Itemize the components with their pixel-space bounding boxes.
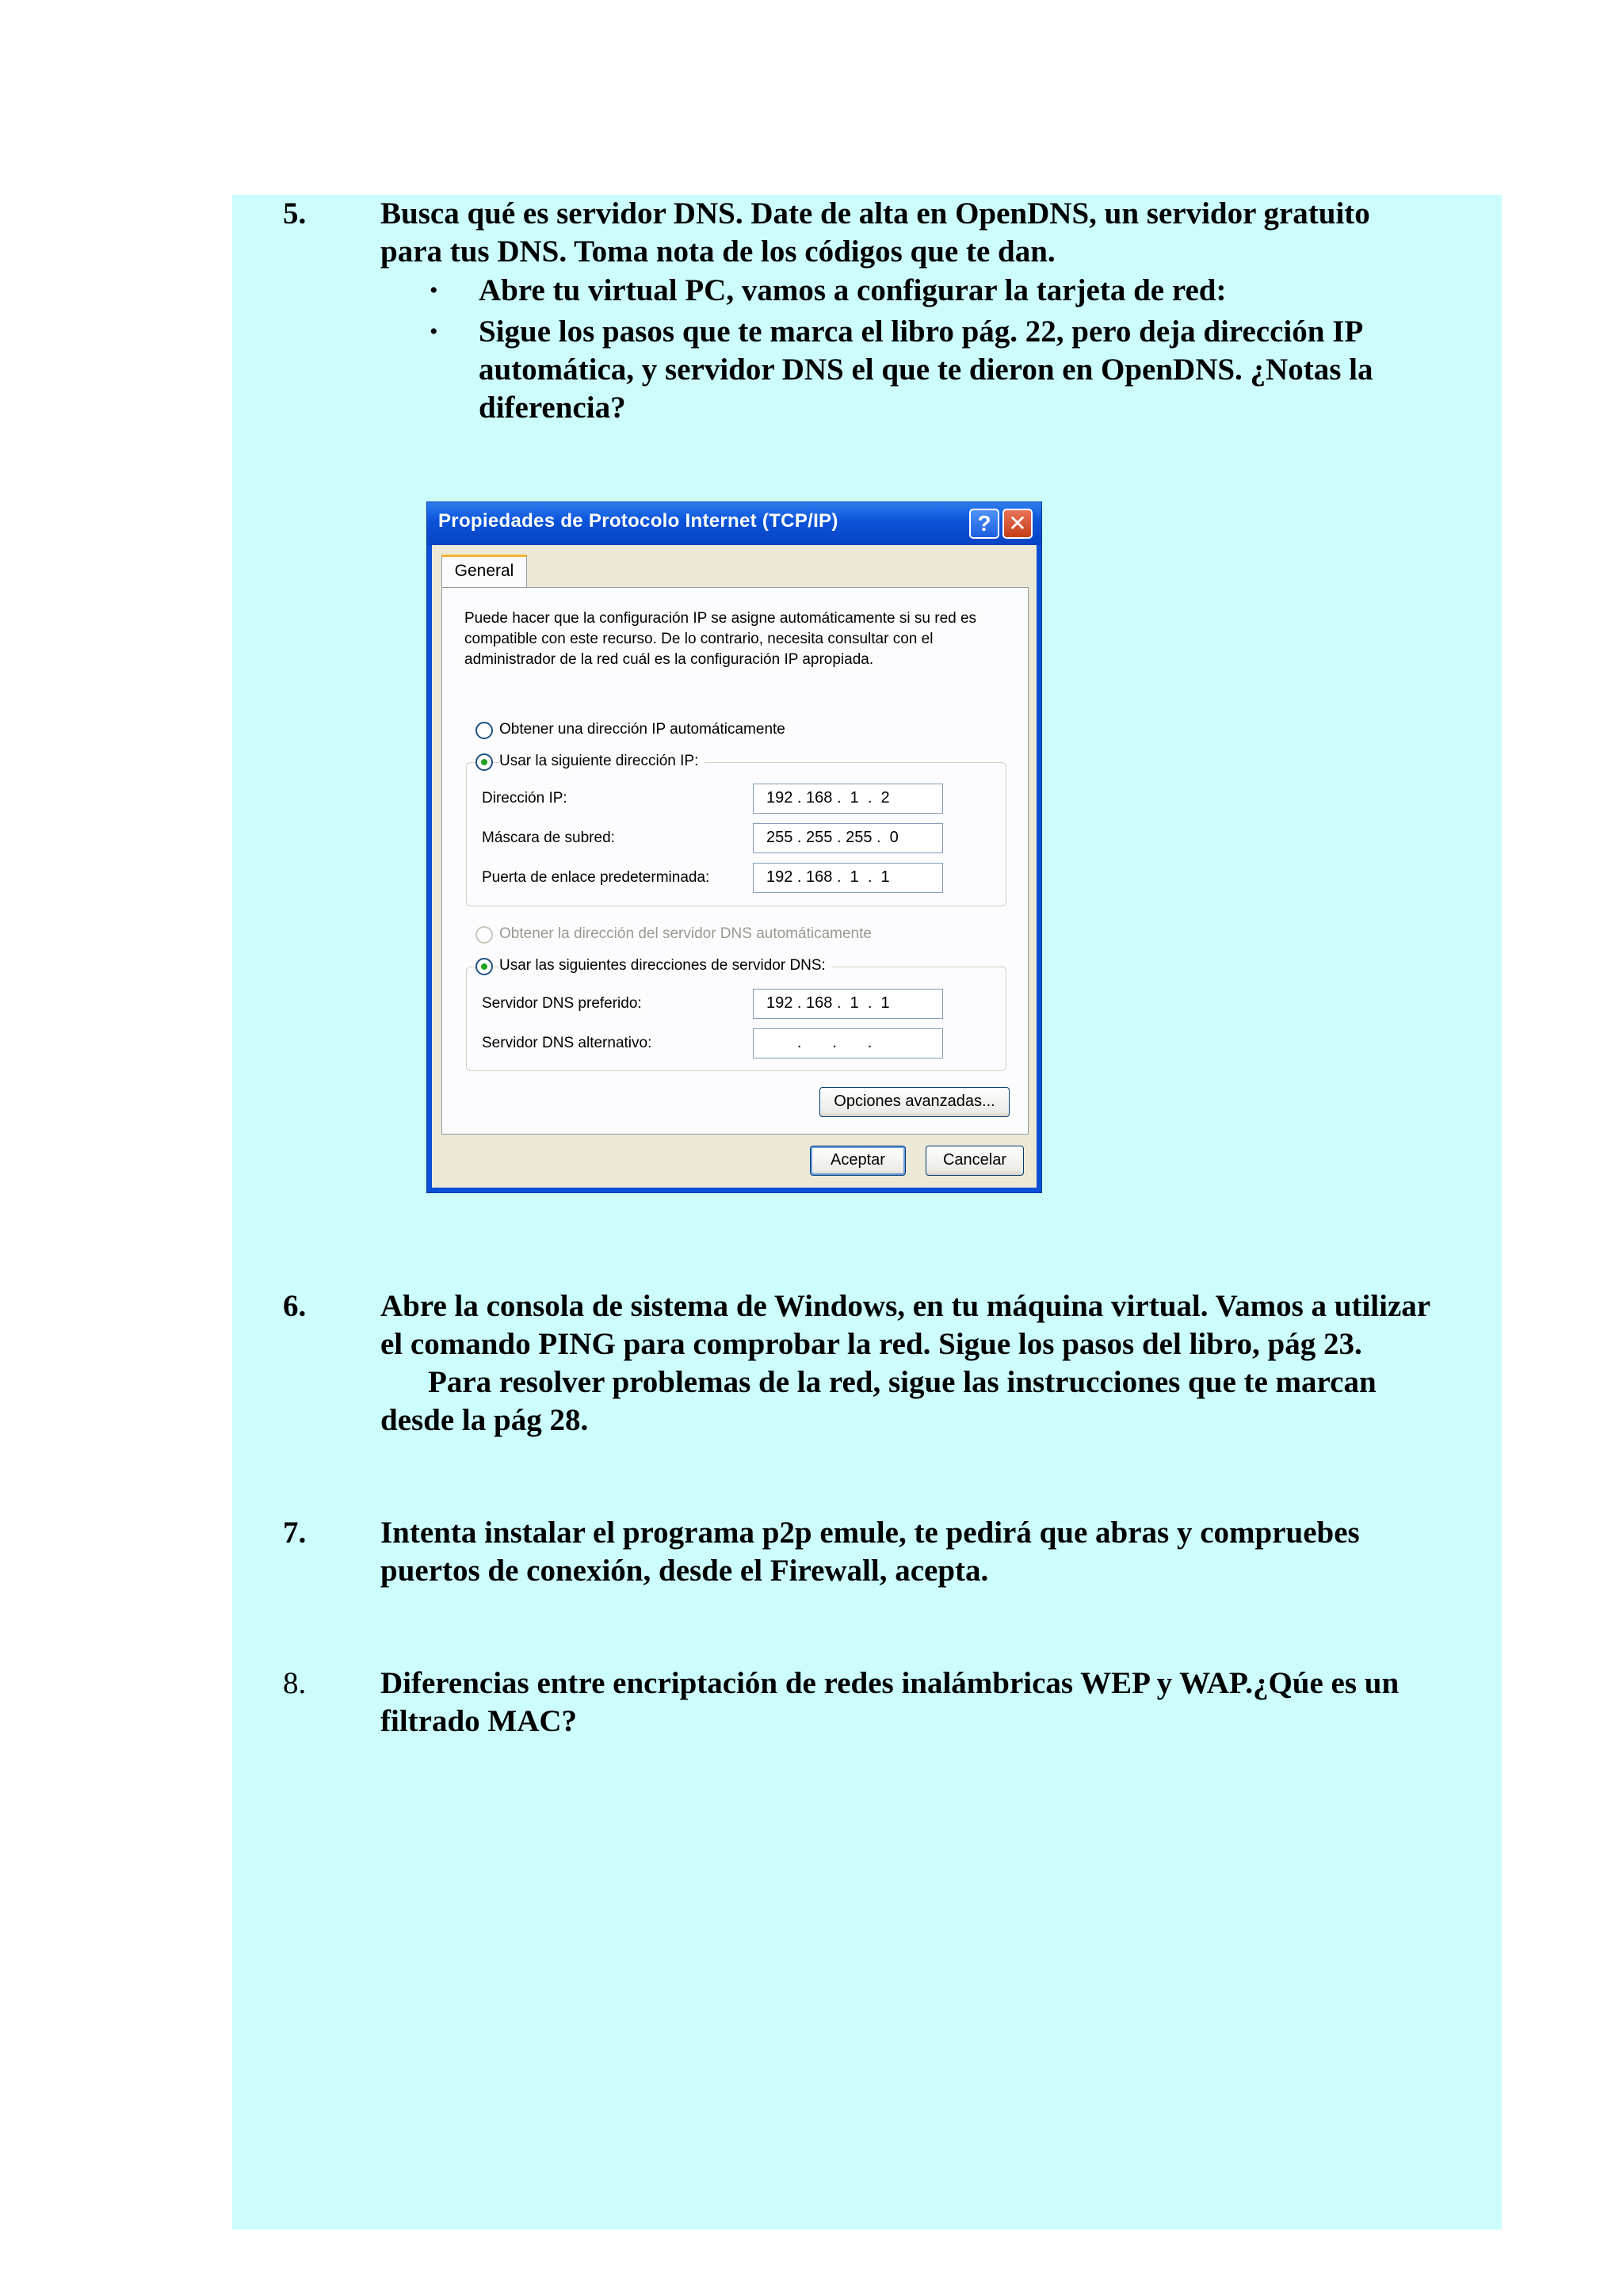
item-5-bullet-2-line-1: Sigue los pasos que te marca el libro pág. 22, pero deja dirección IP — [479, 315, 1364, 349]
dialog-description: Puede hacer que la configuración IP se asigne automáticamente si su red es compatible con este recurso. De lo contrario, necesita consultar con el administrador de la red cuál es la configuración IP apropiada. — [464, 610, 977, 668]
dialog-body — [432, 545, 1037, 1188]
close-icon[interactable]: ✕ — [1002, 509, 1033, 539]
item-8-line-1: Diferencias entre encriptación de redes inalámbricas WEP y WAP.¿Qúe es un — [380, 1666, 1400, 1700]
item-6-line-3: Para resolver problemas de la red, sigue las instrucciones que te marcan — [428, 1365, 1377, 1399]
item-7-line-2: puertos de conexión, desde el Firewall, acepta. — [380, 1554, 989, 1588]
radio-dns-manual-label: Usar las siguientes direcciones de servidor DNS: — [499, 957, 832, 974]
tcpip-properties-dialog — [426, 502, 1042, 1193]
ok-button[interactable]: Aceptar — [810, 1146, 906, 1176]
item-8-number: 8. — [283, 1666, 307, 1700]
bullet-icon: • — [430, 318, 438, 345]
item-5-line-2: para tus DNS. Toma nota de los códigos que te dan. — [380, 235, 1056, 269]
item-7-line-1: Intenta instalar el programa p2p emule, te pedirá que abras y compruebes — [380, 1516, 1360, 1550]
advanced-options-button[interactable]: Opciones avanzadas... — [819, 1087, 1010, 1117]
radio-ip-auto[interactable] — [475, 722, 493, 739]
help-icon[interactable]: ? — [969, 509, 999, 539]
item-6-line-4: desde la pág 28. — [380, 1403, 589, 1437]
item-6-line-1: Abre la consola de sistema de Windows, en tu máquina virtual. Vamos a utilizar — [380, 1289, 1431, 1323]
default-gateway-label: Puerta de enlace predeterminada: — [482, 869, 710, 886]
page-content-panel — [232, 195, 1502, 2229]
preferred-dns-label: Servidor DNS preferido: — [482, 995, 642, 1012]
item-5-line-1: Busca qué es servidor DNS. Date de alta en OpenDNS, un servidor gratuito — [380, 196, 1370, 231]
item-6-number: 6. — [283, 1289, 307, 1323]
dialog-title-bar — [427, 502, 1041, 545]
preferred-dns-field[interactable]: 192 . 168 . 1 . 1 — [753, 989, 943, 1019]
subnet-mask-field[interactable]: 255 . 255 . 255 . 0 — [753, 823, 943, 853]
default-gateway-field[interactable]: 192 . 168 . 1 . 1 — [753, 863, 943, 893]
item-6-line-2: el comando PING para comprobar la red. Sigue los pasos del libro, pág 23. — [380, 1327, 1362, 1361]
bullet-icon: • — [430, 277, 438, 303]
dialog-title: Propiedades de Protocolo Internet (TCP/IP) — [438, 510, 838, 532]
radio-dns-auto-label: Obtener la dirección del servidor DNS automáticamente — [499, 925, 872, 942]
alternate-dns-label: Servidor DNS alternativo: — [482, 1035, 652, 1051]
tab-page-general — [441, 587, 1029, 1135]
item-5-number: 5. — [283, 196, 307, 231]
tab-general[interactable]: General — [441, 555, 527, 588]
radio-dns-manual[interactable] — [475, 958, 493, 975]
item-8-line-2: filtrado MAC? — [380, 1704, 578, 1738]
item-5-bullet-2-line-2: automática, y servidor DNS el que te dieron en OpenDNS. ¿Notas la — [479, 353, 1373, 387]
item-5-bullet-1: Abre tu virtual PC, vamos a configurar la tarjeta de red: — [479, 273, 1227, 307]
radio-ip-auto-label: Obtener una dirección IP automáticamente — [499, 721, 785, 738]
item-7-number: 7. — [283, 1516, 307, 1550]
radio-ip-manual-label: Usar la siguiente dirección IP: — [499, 753, 705, 770]
radio-dns-auto[interactable] — [475, 926, 493, 944]
ip-address-field[interactable]: 192 . 168 . 1 . 2 — [753, 784, 943, 814]
subnet-mask-label: Máscara de subred: — [482, 830, 615, 846]
alternate-dns-field[interactable]: . . . — [753, 1028, 943, 1058]
cancel-button[interactable]: Cancelar — [926, 1146, 1024, 1176]
radio-ip-manual[interactable] — [475, 753, 493, 771]
item-5-bullet-2-line-3: diferencia? — [479, 391, 626, 425]
ip-address-label: Dirección IP: — [482, 790, 567, 807]
